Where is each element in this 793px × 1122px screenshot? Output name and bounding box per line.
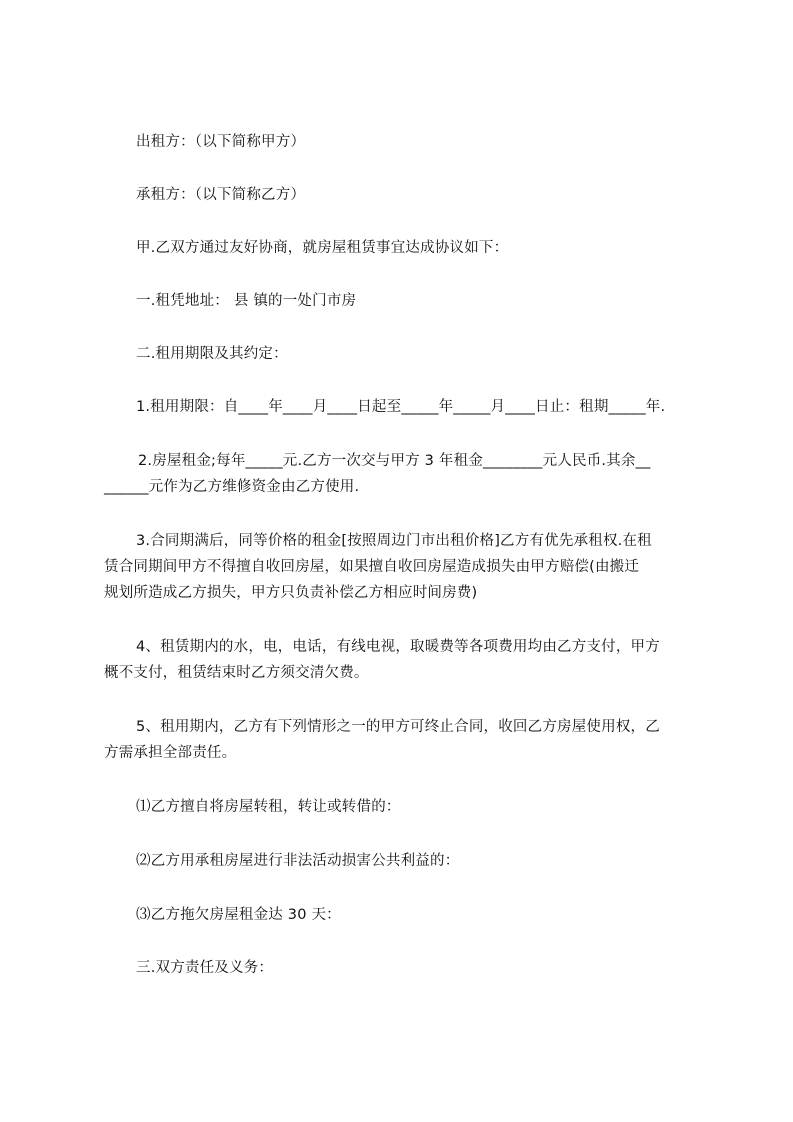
section-2-heading: 二.租用期限及其约定： xyxy=(136,346,288,362)
lessee-line: 承租方：（以下简称乙方） xyxy=(136,187,306,203)
subclause-2-line: ⑵乙方用承租房屋进行非法活动损害公共利益的： xyxy=(136,853,460,869)
subclause-3-line: ⑶乙方拖欠房屋租金达 30 天： xyxy=(136,907,341,923)
clause-2-line-2: ______元作为乙方维修资金由乙方使用. xyxy=(104,479,360,495)
intro-line: 甲.乙双方通过友好协商，就房屋租赁事宜达成协议如下： xyxy=(136,240,509,256)
clause-1-line: 1.租用期限：自____年____月____日起至_____年_____月____日止：租期_____年. xyxy=(136,399,666,415)
section-1-heading: 一.租凭地址： 县 镇的一处门市房 xyxy=(136,293,357,309)
clause-3-line-1: 3.合同期满后，同等价格的租金[按照周边门市出租价格]乙方有优先承租权.在租 xyxy=(136,533,652,549)
clause-3-line-3: 规划所造成乙方损失，甲方只负责补偿乙方相应时间房费) xyxy=(104,585,478,601)
lessor-line: 出租方：（以下简称甲方） xyxy=(136,134,306,150)
clause-2-line-1: 2.房屋租金;每年_____元.乙方一次交与甲方 3 年租金________元人民币.其余__ xyxy=(138,453,651,469)
clause-5-line-1: 5、租用期内，乙方有下列情形之一的甲方可终止合同，收回乙方房屋使用权，乙 xyxy=(136,719,660,735)
clause-4-line-2: 概不支付，租赁结束时乙方须交清欠费。 xyxy=(104,665,369,681)
subclause-1-line: ⑴乙方擅自将房屋转租，转让或转借的： xyxy=(136,799,401,815)
section-3-heading: 三.双方责任及义务： xyxy=(136,960,274,976)
clause-4-line-1: 4、租赁期内的水，电，电话，有线电视，取暖费等各项费用均由乙方支付，甲方 xyxy=(136,639,660,655)
clause-5-line-2: 方需承担全部责任。 xyxy=(104,745,237,761)
clause-3-line-2: 赁合同期间甲方不得擅自收回房屋，如果擅自收回房屋造成损失由甲方赔偿(由搬迁 xyxy=(104,559,640,575)
